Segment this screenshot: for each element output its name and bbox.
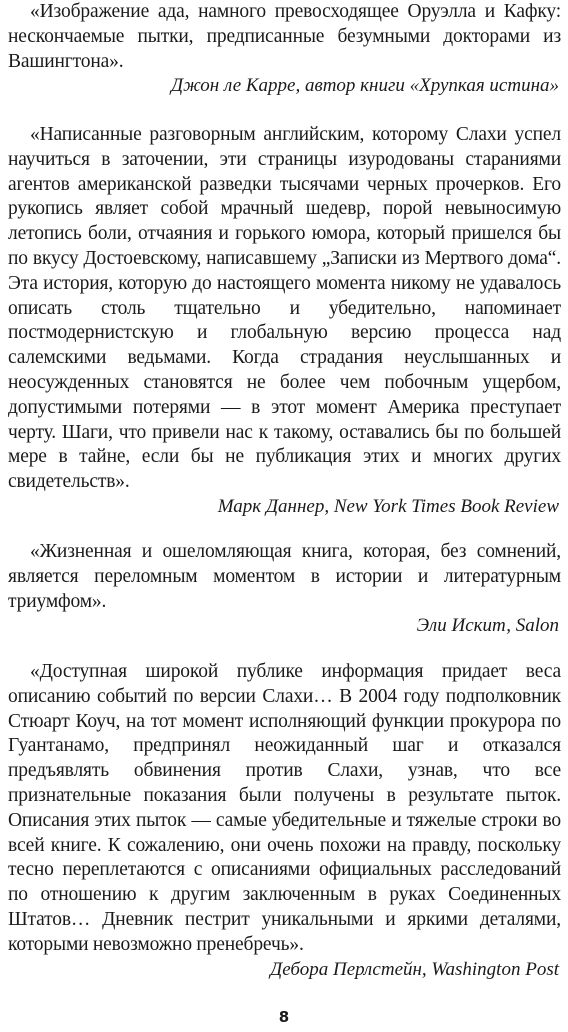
review-block [8,540,561,639]
review-block [8,123,561,520]
review-quote: «Доступная широкой публике информация придает веса описанию событий по версии Слахи… В 2004 году подполковник Стюарт Коуч, на тот момент исполняющий функции прокурора по Гуантанамо, предпринял неожиданный шаг и отказался предъявлять обвинения против Слахи, узнав, что все признательные показания были получены в результате пыток. Описания этих пыток — самые убедительные и тяжелые строки во всей книге. К сожалению, они очень похожи на правду, поскольку тесно переплетаются с описаниями официальных расследований по отношению к другим заключенным в руках Соединенных Штатов… Дневник пестрит уникальными и яркими деталями, которыми невозможно пренебречь». [8,661,561,955]
review-quote: «Написанные разговорным английским, которому Слахи успел научиться в заточении, эти страницы изуродованы стараниями агентов американской разведки тысячами черных прочерков. Его рукопись являет собой мрачный шедевр, порой невыносимую летопись боли, отчаяния и горького юмора, который пришелся бы по вкусу Достоевскому, написавшему „Записки из Мертвого дома“. Эта история, которую до настоящего момента никому не удавалось описать столь тщательно и убедительно, напоминает постмодернистскую и глобальную версию процесса над салемскими ведьмами. Когда страдания неуслышанных и неосужденных становятся не более чем побочным ущербом, допустимыми потерями — в этот момент Америка преступает черту. Шаги, что привели нас к такому, оставались бы по большей мере в тайне, если бы не публикация этих и многих других свидетельств». [8,124,561,493]
review-attribution: Дебора Перлстейн, Washington Post [270,958,559,980]
page-number: 8 [278,1008,290,1026]
review-attribution: Марк Даннер, New York Times Book Review [217,495,559,517]
review-block [8,660,561,982]
review-attribution: Джон ле Карре, автор книги «Хрупкая истина» [170,75,559,97]
review-block [8,0,561,99]
review-quote: «Жизненная и ошеломляющая книга, которая, без сомнений, является переломным моментом в истории и литературным триумфом». [8,541,561,612]
review-quote: «Изображение ада, намного превосходящее Оруэлла и Кафку: нескончаемые пытки, предписанные безумными докторами из Вашингтона». [8,1,561,72]
review-attribution: Эли Искит, Salon [416,615,559,637]
